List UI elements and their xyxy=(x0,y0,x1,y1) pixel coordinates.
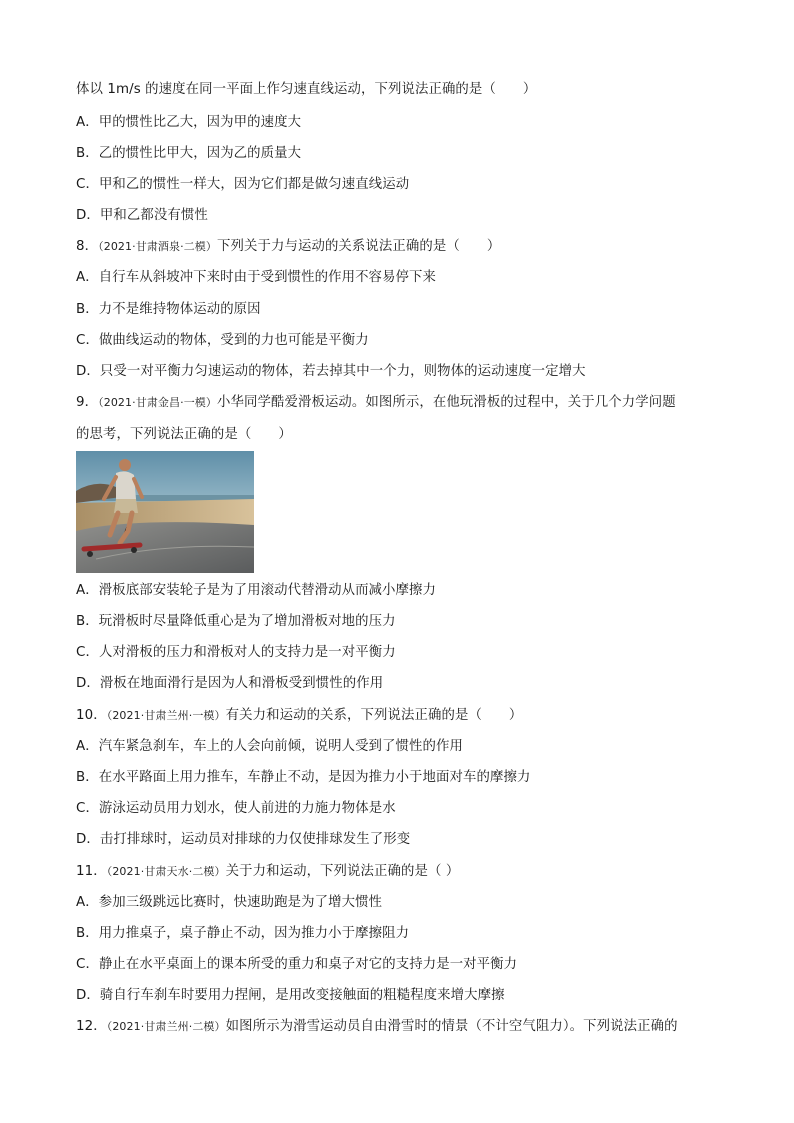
q10-option-d: D．击打排球时，运动员对排球的力仅使排球发生了形变 xyxy=(76,832,411,847)
q12-source: （2021·甘肃兰州·二模） xyxy=(106,1020,226,1033)
q8-option-b: B．力不是维持物体运动的原因 xyxy=(76,302,261,317)
skateboarder-photo xyxy=(76,451,254,573)
q10-stem: 有关力和运动的关系，下列说法正确的是（ ） xyxy=(225,708,523,723)
q10-option-c: C．游泳运动员用力划水，使人前进的力施力物体是水 xyxy=(76,801,396,816)
q11-option-c: C．静止在水平桌面上的课本所受的重力和桌子对它的支持力是一对平衡力 xyxy=(76,957,518,972)
q7-option-a: A．甲的惯性比乙大，因为甲的速度大 xyxy=(76,115,302,130)
q11-stem: 关于力和运动，下列说法正确的是（ ） xyxy=(225,864,460,879)
q12-number: 12． xyxy=(76,1019,107,1034)
q9-option-d: D．滑板在地面滑行是因为人和滑板受到惯性的作用 xyxy=(76,676,384,691)
q9-option-b: B．玩滑板时尽量降低重心是为了增加滑板对地的压力 xyxy=(76,614,396,629)
q7-option-b: B．乙的惯性比甲大，因为乙的质量大 xyxy=(76,146,302,161)
q9-stem-line-2: 的思考，下列说法正确的是（ ） xyxy=(76,427,292,442)
q10-option-a: A．汽车紧急刹车，车上的人会向前倾，说明人受到了惯性的作用 xyxy=(76,739,463,754)
q8-number: 8． xyxy=(76,239,99,254)
q7-stem: 体以 1m/s 的速度在同一平面上作匀速直线运动，下列说法正确的是（ ） xyxy=(76,82,537,97)
q8-option-d: D．只受一对平衡力匀速运动的物体，若去掉其中一个力，则物体的运动速度一定增大 xyxy=(76,364,586,379)
q11-option-a: A．参加三级跳远比赛时，快速助跑是为了增大惯性 xyxy=(76,895,383,910)
q8-option-a: A．自行车从斜坡冲下来时由于受到惯性的作用不容易停下来 xyxy=(76,270,437,285)
q8-option-c: C．做曲线运动的物体，受到的力也可能是平衡力 xyxy=(76,333,369,348)
q11-source: （2021·甘肃天水·二模） xyxy=(106,865,226,878)
q10-number: 10． xyxy=(76,708,107,723)
q7-option-d: D．甲和乙都没有惯性 xyxy=(76,208,208,223)
q12-stem: 如图所示为滑雪运动员自由滑雪时的情景（不计空气阻力）。下列说法正确的 xyxy=(225,1019,678,1034)
q9-stem-line-1 xyxy=(76,394,676,412)
q10-stem-line xyxy=(76,707,522,725)
q10-source: （2021·甘肃兰州·一模） xyxy=(106,709,226,722)
q8-source: （2021·甘肃酒泉·二模） xyxy=(98,240,218,253)
q11-number: 11． xyxy=(76,864,107,879)
q11-option-d: D．骑自行车刹车时要用力捏闸，是用改变接触面的粗糙程度来增大摩擦 xyxy=(76,988,505,1003)
q11-option-b: B．用力推桌子，桌子静止不动，因为推力小于摩擦阻力 xyxy=(76,926,410,941)
q11-stem-line xyxy=(76,863,459,881)
q9-source: （2021·甘肃金昌·一模） xyxy=(98,396,218,409)
q9-number: 9． xyxy=(76,395,99,410)
q10-option-b: B．在水平路面上用力推车，车静止不动，是因为推力小于地面对车的摩擦力 xyxy=(76,770,531,785)
q9-option-c: C．人对滑板的压力和滑板对人的支持力是一对平衡力 xyxy=(76,645,396,660)
q7-option-c: C．甲和乙的惯性一样大，因为它们都是做匀速直线运动 xyxy=(76,177,410,192)
q9-option-a: A．滑板底部安装轮子是为了用滚动代替滑动从而减小摩擦力 xyxy=(76,583,437,598)
q9-stem-1: 小华同学酷爱滑板运动。如图所示，在他玩滑板的过程中，关于几个力学问题 xyxy=(217,395,676,410)
q8-stem-line xyxy=(76,238,500,256)
q8-stem: 下列关于力与运动的关系说法正确的是（ ） xyxy=(217,239,501,254)
q12-stem-line xyxy=(76,1018,678,1036)
